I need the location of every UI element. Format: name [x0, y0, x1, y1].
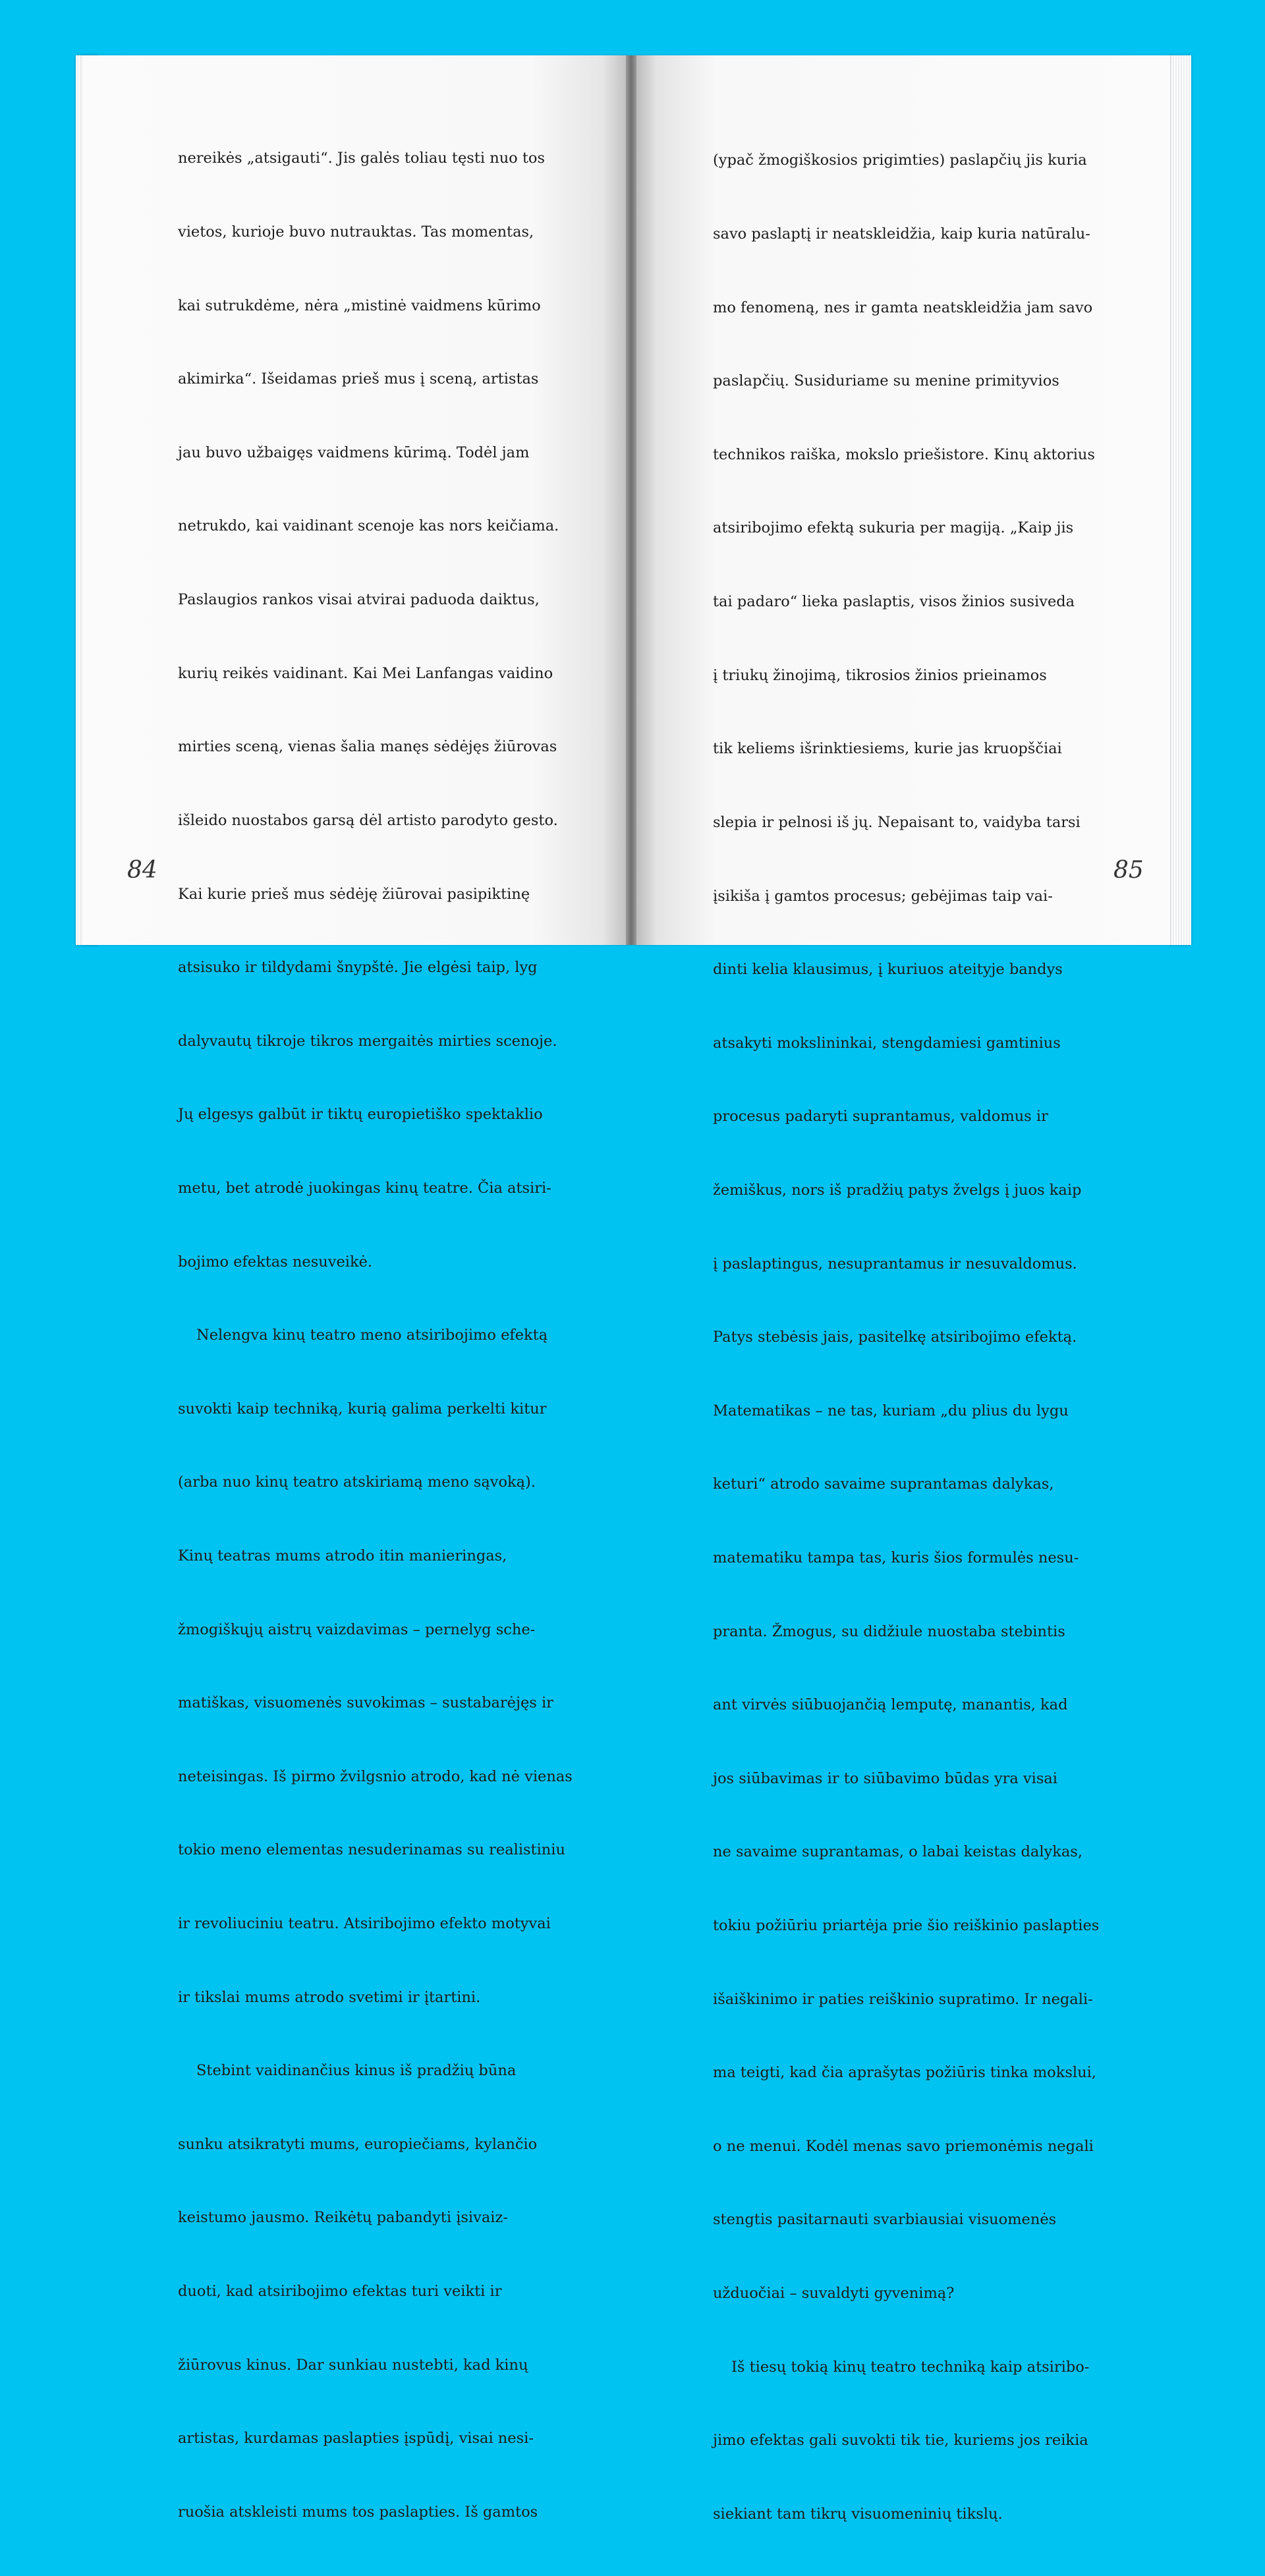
text-line: (arba nuo kinų teatro atskiriamą meno sąvoką). [178, 1474, 536, 1491]
text-line: keistumo jausmo. Reikėtų pabandyti įsivaiz- [178, 2209, 508, 2227]
text-line: dinti kelia klausimus, į kuriuos ateityje bandys [713, 961, 1063, 979]
text-line: Kai kurie prieš mus sėdėję žiūrovai pasipiktinę [178, 885, 530, 903]
text-line: kurių reikės vaidinant. Kai Mei Lanfangas vaidino [178, 664, 553, 682]
text-line: išleido nuostabos garsą dėl artisto parodyto gesto. [178, 811, 558, 829]
text-line: neteisingas. Iš pirmo žvilgsnio atrodo, kad nė vienas [178, 1767, 573, 1785]
text-line: savo paslaptį ir neatskleidžia, kaip kuria natūralu- [713, 225, 1090, 243]
text-line: artistas, kurdamas paslapties įspūdį, visai nesi- [178, 2430, 534, 2447]
text-line: tokio meno elementas nesuderinamas su realistiniu [178, 1841, 565, 1859]
paragraph-start-line: Stebint vaidinančius kinus iš pradžių būna [196, 2062, 517, 2080]
text-line: vietos, kurioje buvo nutrauktas. Tas momentas, [178, 223, 534, 241]
page-number-right: 85 [1113, 857, 1144, 884]
text-line: netrukdo, kai vaidinant scenoje kas nors keičiama. [178, 517, 559, 535]
text-line: Paslaugios rankos visai atvirai paduoda daiktus, [178, 591, 540, 609]
book-gutter [626, 55, 636, 945]
text-line: keturi“ atrodo savaime suprantamas dalykas, [713, 1475, 1054, 1493]
text-line: matematiku tampa tas, kuris šios formulės nesu- [713, 1549, 1079, 1566]
text-line: kai sutrukdėme, nėra „mistinė vaidmens kūrimo [178, 297, 541, 314]
text-line: į triukų žinojimą, tikrosios žinios prieinamos [713, 666, 1047, 684]
text-line: metu, bet atrodė juokingas kinų teatre. Čia atsiri- [178, 1179, 551, 1197]
text-line: suvokti kaip techniką, kurią galima perkelti kitur [178, 1400, 547, 1417]
text-line: išaiškinimo ir paties reiškinio supratimo. Ir negali- [713, 1990, 1093, 2008]
text-line: atsiribojimo efektą sukuria per magiją. „Kaip jis [713, 519, 1074, 537]
paragraph-start-line: Iš tiesų tokią kinų teatro techniką kaip atsiribo- [731, 2358, 1090, 2376]
text-line: sunku atsikratyti mums, europiečiams, kylančio [178, 2135, 538, 2153]
text-line: o ne menui. Kodėl menas savo priemonėmis negali [713, 2137, 1094, 2155]
text-line: jau buvo užbaigęs vaidmens kūrimą. Todėl jam [178, 444, 530, 461]
text-line: (ypač žmogiškosios prigimties) paslapčių jis kuria [713, 152, 1087, 169]
text-line: užduočiai – suvaldyti gyvenimą? [713, 2285, 955, 2303]
text-line: mirties sceną, vienas šalia manęs sėdėjęs žiūrovas [178, 738, 557, 756]
text-line: stengtis pasitarnauti svarbiausiai visuomenės [713, 2211, 1057, 2229]
text-line: technikos raiška, mokslo priešistore. Kinų aktorius [713, 445, 1095, 463]
text-line: akimirka“. Išeidamas prieš mus į sceną, artistas [178, 370, 539, 388]
text-line: Patys stebėsis jais, pasitelkę atsiribojimo efektą. [713, 1329, 1077, 1346]
text-line: Jų elgesys galbūt ir tiktų europietiško spektaklio [178, 1106, 543, 1124]
text-line: Kinų teatras mums atrodo itin manieringas, [178, 1547, 507, 1564]
text-line: atsakyti mokslininkai, stengdamiesi gamtinius [713, 1034, 1061, 1052]
text-line: jos siūbavimas ir to siūbavimo būdas yra visai [713, 1769, 1057, 1787]
text-line: duoti, kad atsiribojimo efektas turi veikti ir [178, 2283, 502, 2301]
text-line: paslapčių. Susiduriame su menine primityvios [713, 372, 1059, 390]
text-line: žiūrovus kinus. Dar sunkiau nustebti, kad kinų [178, 2356, 528, 2374]
text-line: atsisuko ir tildydami šnypštė. Jie elgėsi taip, lyg [178, 959, 538, 977]
text-line: ant virvės siūbuojančią lemputę, manantis, kad [713, 1696, 1068, 1714]
text-line: tokiu požiūriu priartėja prie šio reiškinio paslapties [713, 1917, 1100, 1935]
right-page-text [713, 100, 1099, 2576]
text-line: bojimo efektas nesuveikė. [178, 1253, 373, 1271]
text-line: pranta. Žmogus, su didžiule nuostaba stebintis [713, 1622, 1065, 1640]
text-line: ruošia atskleisti mums tos paslapties. Iš gamtos [178, 2503, 538, 2521]
text-line: tai padaro“ lieka paslaptis, visos žinios susiveda [713, 593, 1075, 611]
text-line: nereikės „atsigauti“. Jis galės toliau tęsti nuo tos [178, 150, 546, 167]
right-page-edges [1169, 55, 1191, 945]
text-line: matiškas, visuomenės suvokimas – sustabarėjęs ir [178, 1694, 553, 1712]
text-line: ma teigti, kad čia aprašytas požiūris tinka mokslui, [713, 2064, 1096, 2082]
text-line: ir revoliuciniu teatru. Atsiribojimo efekto motyvai [178, 1915, 551, 1933]
text-line: ne savaime suprantamas, o labai keistas dalykas, [713, 1843, 1082, 1861]
text-line: žmogiškųjų aistrų vaizdavimas – pernelyg sche- [178, 1620, 536, 1638]
paragraph-start-line: Nelengva kinų teatro meno atsiribojimo efektą [196, 1327, 548, 1344]
text-line: procesus padaryti suprantamus, valdomus ir [713, 1108, 1048, 1126]
text-line: dalyvautų tikroje tikros mergaitės mirties scenoje. [178, 1032, 557, 1050]
text-line: įsikiša į gamtos procesus; gebėjimas taip vai- [713, 887, 1053, 905]
text-line: mo fenomeną, nes ir gamta neatskleidžia jam savo [713, 299, 1093, 316]
text-line: žemiškus, nors iš pradžių patys žvelgs į juos kaip [713, 1181, 1082, 1199]
text-line: siekiant tam tikrų visuomeninių tikslų. [713, 2505, 1003, 2523]
text-line: slepia ir pelnosi iš jų. Nepaisant to, vaidyba tarsi [713, 813, 1081, 831]
page-number-left: 84 [127, 857, 157, 884]
text-line: ir tikslai mums atrodo svetimi ir įtartini. [178, 1988, 481, 2006]
text-line: tik keliems išrinktiesiems, kurie jas kruopščiai [713, 740, 1062, 758]
text-line: į paslaptingus, nesuprantamus ir nesuvaldomus. [713, 1255, 1077, 1273]
left-page-text [178, 98, 573, 2574]
text-line: jimo efektas gali suvokti tik tie, kuriems jos reikia [713, 2432, 1088, 2449]
text-line: Matematikas – ne tas, kuriam „du plius du lygu [713, 1402, 1069, 1419]
